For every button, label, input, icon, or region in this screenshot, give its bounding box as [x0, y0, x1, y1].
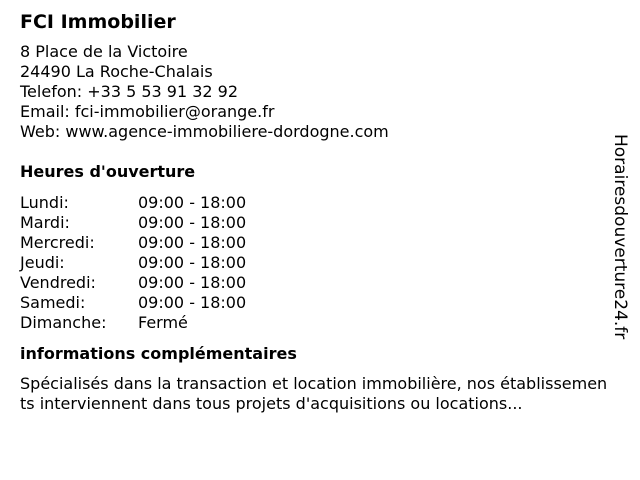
additional-info-heading: informations complémentaires: [20, 344, 297, 363]
day-label: Dimanche:: [20, 313, 107, 332]
hours-row-samedi: [20, 293, 246, 313]
time-value: 09:00 - 18:00: [138, 253, 247, 272]
opening-hours-heading: Heures d'ouverture: [20, 162, 196, 181]
business-card: [20, 10, 610, 414]
business-name: FCI Immobilier: [20, 11, 176, 33]
site-watermark: Horairesdouverture24.fr: [610, 134, 630, 340]
time-value: 09:00 - 18:00: [138, 233, 247, 252]
website-address: Web: www.agence-immobiliere-dordogne.com: [20, 122, 389, 141]
day-label: Vendredi:: [20, 273, 96, 292]
day-label: Lundi:: [20, 193, 69, 212]
address-street: 8 Place de la Victoire: [20, 42, 188, 61]
day-label: Samedi:: [20, 293, 86, 312]
day-label: Jeudi:: [20, 253, 65, 272]
hours-row-lundi: [20, 193, 246, 213]
phone-number: Telefon: +33 5 53 91 32 92: [20, 82, 239, 101]
day-label: Mercredi:: [20, 233, 95, 252]
time-value: 09:00 - 18:00: [138, 273, 247, 292]
hours-row-dimanche: [20, 313, 246, 333]
opening-hours-table: [20, 193, 246, 333]
contact-block: [20, 42, 610, 142]
time-value: 09:00 - 18:00: [138, 213, 247, 232]
time-value: 09:00 - 18:00: [138, 293, 247, 312]
time-value: 09:00 - 18:00: [138, 193, 247, 212]
hours-row-vendredi: [20, 273, 246, 293]
hours-row-mercredi: [20, 233, 246, 253]
email-address: Email: fci-immobilier@orange.fr: [20, 102, 275, 121]
hours-row-jeudi: [20, 253, 246, 273]
time-value: Fermé: [138, 313, 188, 332]
address-city: 24490 La Roche-Chalais: [20, 62, 213, 81]
additional-info-text: Spécialisés dans la transaction et location immobilière, nos établissements interviennent dans tous projets d'acquisitions ou locations...: [20, 374, 608, 413]
day-label: Mardi:: [20, 213, 70, 232]
hours-row-mardi: [20, 213, 246, 233]
